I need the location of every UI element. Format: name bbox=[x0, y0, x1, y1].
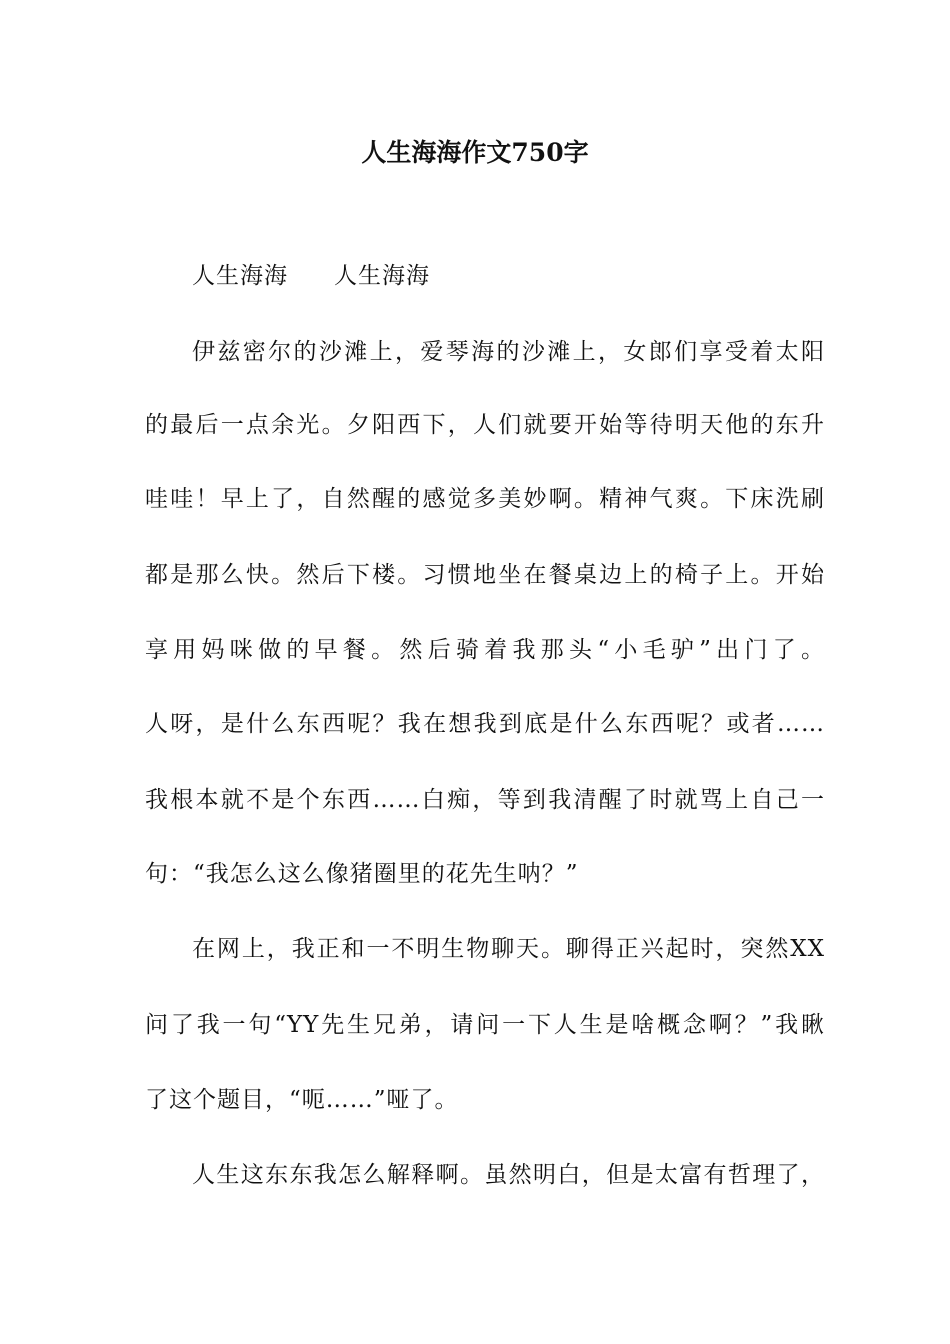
paragraph-line: 人生这东东我怎么解释啊。虽然明白，但是太富有哲理了， bbox=[192, 1162, 825, 1188]
subtitle-left: 人生海海 bbox=[192, 263, 288, 289]
paragraph-line: 的最后一点余光。夕阳西下，人们就要开始等待明天他的东升 bbox=[145, 412, 825, 438]
paragraph-line: 句：“我怎么这么像猪圈里的花先生呐？” bbox=[145, 861, 579, 887]
paragraph-line: 人呀，是什么东西呢？我在想我到底是什么东西呢？或者…… bbox=[145, 711, 825, 737]
paragraph-line: 我根本就不是个东西……白痴，等到我清醒了时就骂上自己一 bbox=[145, 787, 825, 813]
document-title: 人生海海作文750字 bbox=[361, 138, 589, 167]
subtitle-right: 人生海海 bbox=[334, 263, 430, 289]
paragraph-line: 哇哇！早上了，自然醒的感觉多美妙啊。精神气爽。下床洗刷 bbox=[145, 486, 825, 512]
paragraph-line: 问了我一句“YY先生兄弟，请问一下人生是啥概念啊？”我瞅 bbox=[145, 1012, 825, 1038]
paragraph-line: 都是那么快。然后下楼。习惯地坐在餐桌边上的椅子上。开始 bbox=[145, 562, 825, 588]
paragraph-line: 伊兹密尔的沙滩上，爱琴海的沙滩上，女郎们享受着太阳 bbox=[192, 339, 825, 365]
paragraph-line: 享用妈咪做的早餐。然后骑着我那头“小毛驴”出门了。 bbox=[145, 637, 825, 663]
paragraph-line: 了这个题目，“呃……”哑了。 bbox=[145, 1087, 459, 1113]
paragraph-line: 在网上，我正和一不明生物聊天。聊得正兴起时，突然XX bbox=[192, 936, 825, 962]
subtitle-line bbox=[192, 258, 825, 294]
